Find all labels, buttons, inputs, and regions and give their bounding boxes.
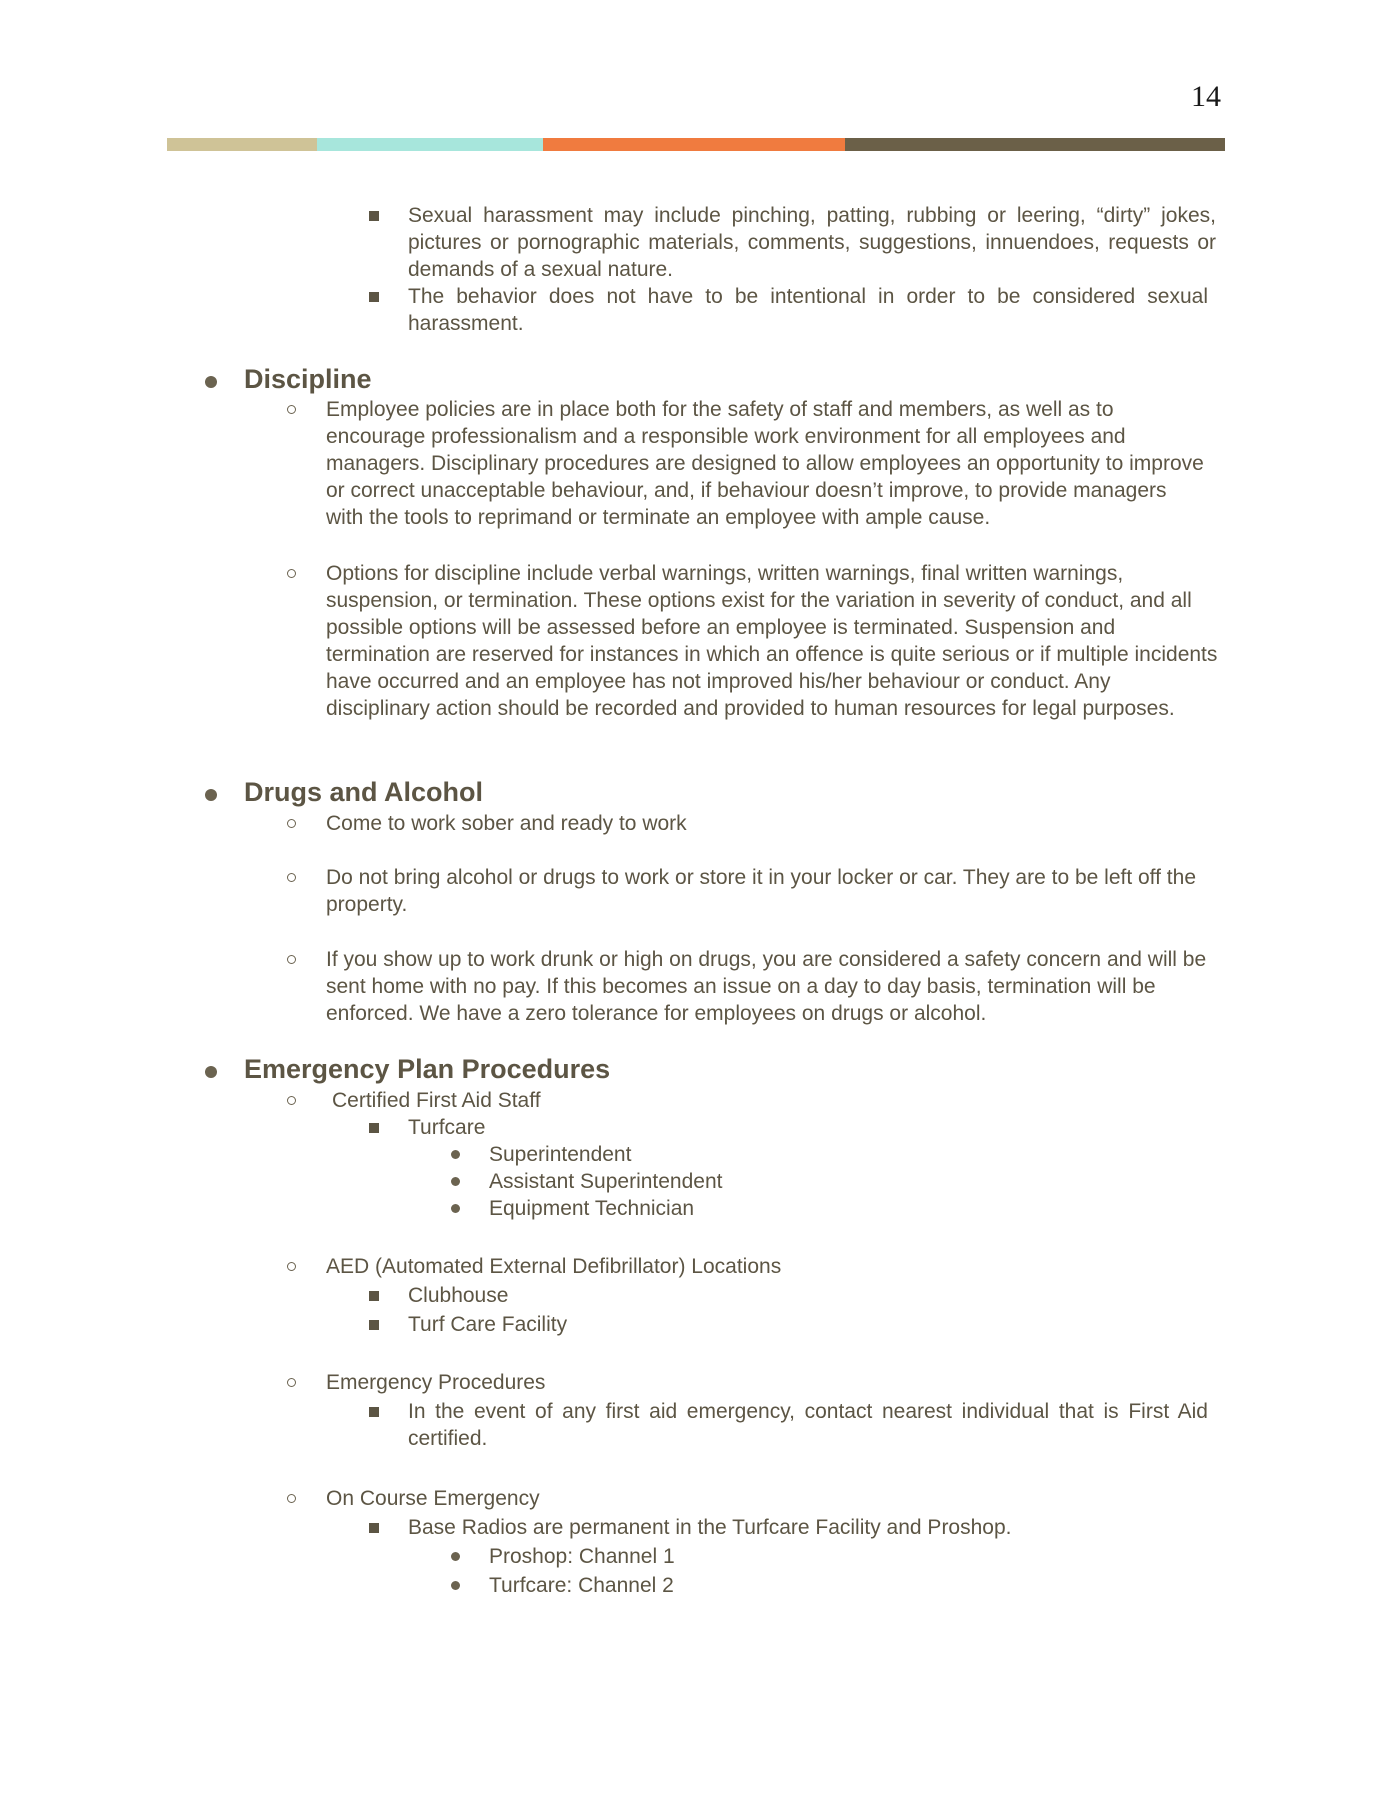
on-course-label: On Course Emergency [326, 1487, 540, 1510]
dot-bullet [451, 1204, 460, 1213]
channel-1: Proshop: Channel 1 [489, 1545, 675, 1568]
discipline-item-2: Options for discipline include verbal warnings, written warnings, final written warnings, suspension, or termination. These options exist for the variation in severity of conduct, and all possible options will be assessed before an employee is terminated. Suspension and termination are reserved for instances in which an offence is quite serious or if multiple incidents have occurred and an employee has not improved his/her behaviour or conduct. Any disciplinary action should be recorded and provided to human resources for legal purposes. [326, 562, 1218, 720]
on-course-item: Base Radios are permanent in the Turfcare Facility and Proshop. [408, 1516, 1012, 1539]
discipline-heading: Discipline [244, 364, 372, 394]
circle-bullet [287, 1096, 296, 1105]
first-aid-staff-2: Assistant Superintendent [489, 1170, 723, 1193]
aed-label: AED (Automated External Defibrillator) Locations [326, 1255, 782, 1278]
circle-bullet [287, 569, 296, 578]
procedures-label: Emergency Procedures [326, 1371, 546, 1394]
circle-bullet [287, 873, 296, 882]
page-number: 14 [1191, 80, 1221, 113]
square-bullet [369, 1320, 379, 1330]
drugs-item-2: Do not bring alcohol or drugs to work or store it in your locker or car. They are to be left off the property. [326, 866, 1196, 916]
dot-bullet [451, 1552, 460, 1561]
circle-bullet [287, 819, 296, 828]
drugs-item-1: Come to work sober and ready to work [326, 812, 687, 835]
harassment-item-1: Sexual harassment may include pinching, patting, rubbing or leering, “dirty” jokes, pictures or pornographic materials, comments, suggestions, innuendoes, requests or demands of a sexual nature. [408, 204, 1216, 281]
drugs-item-3: If you show up to work drunk or high on drugs, you are considered a safety concern and will be sent home with no pay. If this becomes an issue on a day to day basis, termination will be enforced. We have a zero tolerance for employees on drugs or alcohol. [326, 948, 1207, 1025]
circle-bullet [287, 405, 296, 414]
dot-bullet [451, 1150, 460, 1159]
circle-bullet [287, 1378, 296, 1387]
circle-bullet [287, 1262, 296, 1271]
dot-bullet [451, 1177, 460, 1186]
first-aid-staff-3: Equipment Technician [489, 1197, 695, 1220]
square-bullet [369, 292, 379, 302]
square-bullet [369, 1523, 379, 1533]
procedures-item: In the event of any first aid emergency, contact nearest individual that is First Aid certified. [408, 1400, 1208, 1450]
section-bullet [205, 1066, 217, 1078]
first-aid-label: Certified First Aid Staff [332, 1089, 541, 1112]
section-bullet [205, 376, 217, 388]
first-aid-group: Turfcare [408, 1116, 486, 1139]
aed-location-1: Clubhouse [408, 1284, 509, 1307]
harassment-item-2: The behavior does not have to be intentional in order to be considered sexual harassment. [408, 285, 1208, 335]
discipline-item-1: Employee policies are in place both for the safety of staff and members, as well as to encourage professionalism and a responsible work environment for all employees and managers. Disciplinary procedures are designed to allow employees an opportunity to improve or correct unacceptable behaviour, and, if behaviour doesn’t improve, to provide managers with the tools to reprimand or terminate an employee with ample cause. [326, 398, 1204, 529]
drugs-heading: Drugs and Alcohol [244, 777, 484, 807]
square-bullet [369, 1407, 379, 1417]
circle-bullet [287, 1494, 296, 1503]
circle-bullet [287, 955, 296, 964]
first-aid-staff-1: Superintendent [489, 1143, 632, 1166]
aed-location-2: Turf Care Facility [408, 1313, 568, 1336]
square-bullet [369, 211, 379, 221]
square-bullet [369, 1123, 379, 1133]
square-bullet [369, 1291, 379, 1301]
emergency-heading: Emergency Plan Procedures [244, 1054, 611, 1084]
section-bullet [205, 789, 217, 801]
channel-2: Turfcare: Channel 2 [489, 1574, 674, 1597]
dot-bullet [451, 1581, 460, 1590]
